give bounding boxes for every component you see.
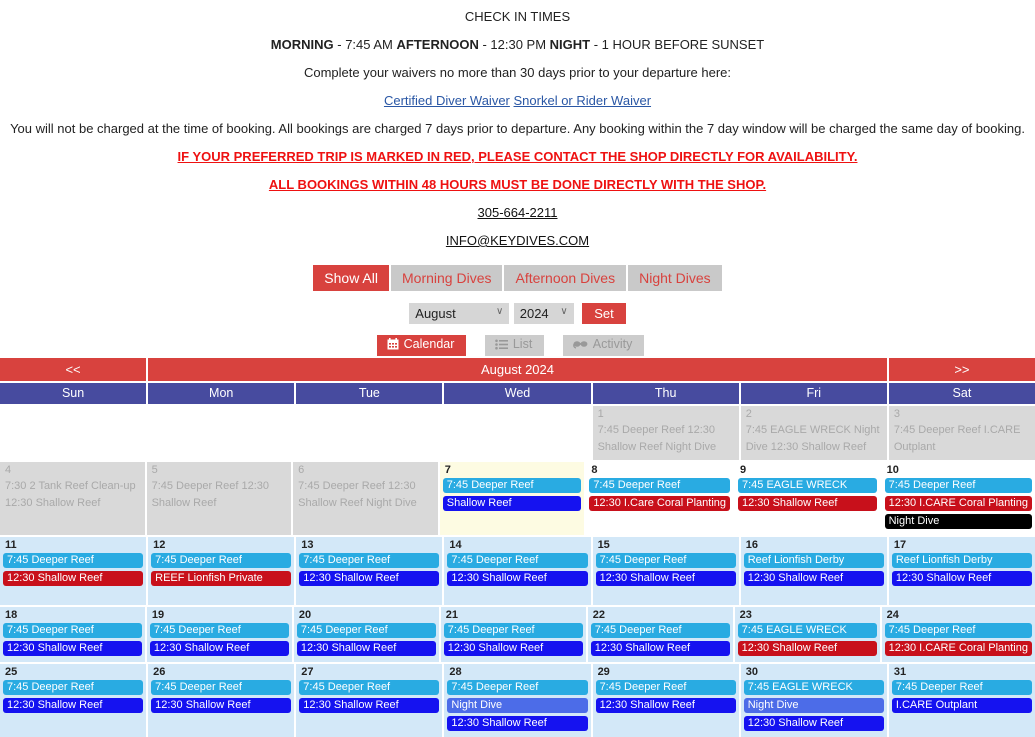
next-month-button[interactable]: >> xyxy=(889,358,1035,381)
booking-calendar xyxy=(0,358,1035,737)
calendar-day-cell-19[interactable] xyxy=(147,607,292,662)
morning-label: MORNING xyxy=(270,37,334,52)
calendar-day-cell-16[interactable] xyxy=(741,537,887,605)
calendar-day-cell-24[interactable] xyxy=(882,607,1035,662)
event-blue[interactable]: 12:30 Shallow Reef xyxy=(3,641,142,656)
tab-list[interactable] xyxy=(485,335,544,356)
event-blue[interactable]: 12:30 Shallow Reef xyxy=(447,716,587,731)
certified-diver-waiver-link[interactable]: Certified Diver Waiver xyxy=(383,93,510,108)
event-blue[interactable]: 12:30 Shallow Reef xyxy=(596,698,736,713)
view-tabs xyxy=(0,335,1035,356)
afternoon-time: - 12:30 PM xyxy=(478,37,550,52)
day-number: 3 xyxy=(893,408,900,420)
day-number: 11 xyxy=(5,539,17,551)
day-number: 1 xyxy=(597,408,604,420)
calendar-day-cell-2 xyxy=(741,406,887,460)
day-number: 4 xyxy=(5,464,12,476)
day-number: 17 xyxy=(893,539,907,551)
calendar-day-cell-13[interactable] xyxy=(296,537,442,605)
event-cyan[interactable]: 7:45 EAGLE WRECK xyxy=(738,623,877,638)
past-events-text: 7:45 Deeper Reef I.CARE Outplant xyxy=(893,424,1021,454)
day-number: 28 xyxy=(449,666,462,678)
night-label: NIGHT xyxy=(549,37,591,52)
day-header-fri: Fri xyxy=(741,383,887,404)
calendar-day-cell-7[interactable] xyxy=(440,462,585,535)
snorkel-rider-waiver-link[interactable]: Snorkel or Rider Waiver xyxy=(513,93,652,108)
calendar-week-row xyxy=(0,607,1035,662)
day-number: 6 xyxy=(298,464,305,476)
afternoon-label: AFTERNOON xyxy=(396,37,479,52)
event-cyan[interactable]: 7:45 Deeper Reef xyxy=(885,478,1032,493)
event-medblue[interactable]: Night Dive xyxy=(447,698,587,713)
event-cyan[interactable]: 7:45 Deeper Reef xyxy=(892,680,1032,695)
event-cyan[interactable]: 7:45 Deeper Reef xyxy=(591,623,730,638)
day-number: 9 xyxy=(740,464,747,476)
day-header-mon: Mon xyxy=(148,383,294,404)
day-number: 10 xyxy=(886,464,899,476)
day-number: 14 xyxy=(449,539,462,551)
event-red[interactable]: 12:30 I.CARE Coral Planting xyxy=(885,641,1032,656)
calendar-day-cell-30[interactable] xyxy=(741,664,887,737)
calendar-day-cell-17[interactable] xyxy=(889,537,1035,605)
day-of-week-header-row xyxy=(0,383,1035,404)
day-number: 15 xyxy=(597,539,610,551)
waiver-instruction: Complete your waivers no more than 30 days prior to your departure here: xyxy=(303,65,732,80)
past-events-text: 7:30 2 Tank Reef Clean-up 12:30 Shallow Reef xyxy=(5,480,136,510)
past-events-text: 7:45 Deeper Reef 12:30 Shallow Reef Night Dive xyxy=(597,424,717,454)
tab-calendar[interactable] xyxy=(377,335,467,356)
calendar-day-cell-31[interactable] xyxy=(889,664,1035,737)
dive-filter-buttons xyxy=(0,265,1035,291)
tab-calendar-label: Calendar xyxy=(403,337,455,351)
event-cyan[interactable]: 7:45 Deeper Reef xyxy=(444,623,583,638)
tab-activity[interactable] xyxy=(563,335,645,356)
year-select[interactable] xyxy=(514,303,574,324)
red-warning-availability: IF YOUR PREFERRED TRIP IS MARKED IN RED, PLEASE CONTACT THE SHOP DIRECTLY FOR AVAILABILITY. xyxy=(177,149,858,164)
night-time: - 1 HOUR BEFORE SUNSET xyxy=(590,37,765,52)
event-blue[interactable]: 12:30 Shallow Reef xyxy=(297,641,436,656)
calendar-day-cell-12[interactable] xyxy=(148,537,294,605)
calendar-week-row xyxy=(0,406,1035,460)
check-in-times-line xyxy=(0,37,1035,53)
calendar-day-cell-9[interactable] xyxy=(735,462,880,535)
day-number: 31 xyxy=(893,666,907,678)
day-number: 12 xyxy=(153,539,166,551)
phone-link[interactable]: 305-664-2211 xyxy=(477,205,558,220)
event-cyan[interactable]: 7:45 Deeper Reef xyxy=(3,553,143,568)
month-select[interactable] xyxy=(409,303,509,324)
calendar-weeks xyxy=(0,406,1035,737)
day-number: 7 xyxy=(444,464,451,476)
day-number: 30 xyxy=(745,666,758,678)
calendar-day-cell-23[interactable] xyxy=(735,607,880,662)
event-blue[interactable]: 12:30 Shallow Reef xyxy=(3,698,143,713)
day-header-sat: Sat xyxy=(889,383,1035,404)
calendar-day-cell-11[interactable] xyxy=(0,537,146,605)
calendar-day-cell-25[interactable] xyxy=(0,664,146,737)
calendar-empty-cell xyxy=(444,406,590,460)
past-events-text: 7:45 Deeper Reef 12:30 Shallow Reef Night Dive xyxy=(298,480,417,510)
filter-button-morning-dives[interactable]: Morning Dives xyxy=(391,265,502,291)
day-header-thu: Thu xyxy=(593,383,739,404)
billing-note: You will not be charged at the time of booking. All bookings are charged 7 days prior to departure. Any booking within the 7 day window will be charged the same day of booking. xyxy=(10,121,1025,136)
goggles-icon xyxy=(573,339,588,353)
day-number: 8 xyxy=(591,464,598,476)
calendar-day-cell-14[interactable] xyxy=(444,537,590,605)
day-header-sun: Sun xyxy=(0,383,146,404)
event-blue[interactable]: 12:30 Shallow Reef xyxy=(744,571,884,586)
event-red[interactable]: 12:30 Shallow Reef xyxy=(3,571,143,586)
calendar-month-title: August 2024 xyxy=(148,358,887,381)
day-number: 18 xyxy=(5,609,18,621)
calendar-day-cell-18[interactable] xyxy=(0,607,145,662)
event-medblue[interactable]: Night Dive xyxy=(744,698,884,713)
event-cyan[interactable]: 7:45 Deeper Reef xyxy=(297,623,436,638)
calendar-week-row xyxy=(0,664,1035,737)
event-blue[interactable]: 12:30 Shallow Reef xyxy=(444,641,583,656)
filter-button-night-dives[interactable]: Night Dives xyxy=(628,265,722,291)
month-picker xyxy=(0,303,1035,325)
event-cyan[interactable]: 7:45 Deeper Reef xyxy=(443,478,582,493)
event-cyan[interactable]: 7:45 Deeper Reef xyxy=(151,553,291,568)
day-number: 24 xyxy=(886,609,899,621)
calendar-day-cell-3 xyxy=(889,406,1035,460)
event-blue[interactable]: 12:30 Shallow Reef xyxy=(447,571,587,586)
event-blue[interactable]: 12:30 Shallow Reef xyxy=(596,571,736,586)
calendar-day-cell-10[interactable] xyxy=(882,462,1035,535)
calendar-day-cell-5 xyxy=(147,462,292,535)
calendar-day-cell-27[interactable] xyxy=(296,664,442,737)
event-cyan[interactable]: Reef Lionfish Derby xyxy=(892,553,1032,568)
day-number: 25 xyxy=(5,666,18,678)
day-number: 29 xyxy=(597,666,610,678)
day-header-wed: Wed xyxy=(444,383,590,404)
day-number: 26 xyxy=(153,666,166,678)
event-blue[interactable]: 12:30 Shallow Reef xyxy=(299,571,439,586)
event-cyan[interactable]: 7:45 Deeper Reef xyxy=(3,623,142,638)
year-select-value: 2024 xyxy=(519,306,549,321)
prev-month-button[interactable]: << xyxy=(0,358,146,381)
past-events-text: 7:45 Deeper Reef 12:30 Shallow Reef xyxy=(151,480,269,510)
calendar-nav-row xyxy=(0,358,1035,381)
filter-button-afternoon-dives[interactable]: Afternoon Dives xyxy=(504,265,626,291)
month-select-value: August xyxy=(415,306,456,321)
day-number: 20 xyxy=(298,609,312,621)
intro-section xyxy=(0,0,1035,249)
calendar-day-cell-6 xyxy=(293,462,438,535)
day-number: 2 xyxy=(745,408,752,420)
calendar-week-row xyxy=(0,462,1035,535)
email-line xyxy=(0,233,1035,249)
tab-list-label: List xyxy=(512,337,533,351)
day-number: 13 xyxy=(301,539,314,551)
event-cyan[interactable]: 7:45 EAGLE WRECK xyxy=(744,680,884,695)
event-blue[interactable]: I.CARE Outplant xyxy=(892,698,1032,713)
calendar-icon xyxy=(387,338,399,353)
event-black[interactable]: Night Dive xyxy=(885,514,1032,529)
calendar-day-cell-8[interactable] xyxy=(586,462,733,535)
waiver-links-line xyxy=(0,93,1035,109)
event-cyan[interactable]: 7:45 Deeper Reef xyxy=(885,623,1032,638)
event-red[interactable]: REEF Lionfish Private xyxy=(151,571,291,586)
day-number: 23 xyxy=(739,609,752,621)
calendar-day-cell-22[interactable] xyxy=(588,607,733,662)
calendar-empty-cell xyxy=(148,406,294,460)
event-cyan[interactable]: 7:45 Deeper Reef xyxy=(596,553,736,568)
event-red[interactable]: 12:30 Shallow Reef xyxy=(738,641,877,656)
event-cyan[interactable]: 7:45 Deeper Reef xyxy=(447,680,587,695)
event-blue[interactable]: 12:30 Shallow Reef xyxy=(892,571,1032,586)
calendar-day-cell-15[interactable] xyxy=(593,537,739,605)
chevron-down-icon: ∨ xyxy=(560,306,568,317)
event-cyan[interactable]: 7:45 Deeper Reef xyxy=(447,553,587,568)
calendar-empty-cell xyxy=(0,406,146,460)
event-cyan[interactable]: Reef Lionfish Derby xyxy=(744,553,884,568)
event-blue[interactable]: 12:30 Shallow Reef xyxy=(299,698,439,713)
list-icon xyxy=(495,339,508,353)
tab-activity-label: Activity xyxy=(592,337,633,351)
calendar-day-cell-28[interactable] xyxy=(444,664,590,737)
calendar-day-cell-4 xyxy=(0,462,145,535)
event-blue[interactable]: 12:30 Shallow Reef xyxy=(150,641,289,656)
email-link[interactable]: INFO@KEYDIVES.COM xyxy=(445,233,590,248)
event-blue[interactable]: 12:30 Shallow Reef xyxy=(151,698,291,713)
calendar-day-cell-26[interactable] xyxy=(148,664,294,737)
filter-button-show-all[interactable]: Show All xyxy=(313,265,389,291)
event-cyan[interactable]: 7:45 EAGLE WRECK xyxy=(738,478,877,493)
calendar-day-cell-29[interactable] xyxy=(593,664,739,737)
chevron-down-icon: ∨ xyxy=(495,306,504,317)
event-blue[interactable]: 12:30 Shallow Reef xyxy=(591,641,730,656)
calendar-day-cell-1 xyxy=(593,406,739,460)
day-number: 16 xyxy=(745,539,758,551)
event-red[interactable]: 12:30 I.Care Coral Planting xyxy=(589,496,730,511)
event-cyan[interactable]: 7:45 Deeper Reef xyxy=(299,680,439,695)
calendar-day-cell-21[interactable] xyxy=(441,607,586,662)
event-cyan[interactable]: 7:45 Deeper Reef xyxy=(3,680,143,695)
day-number: 22 xyxy=(592,609,605,621)
event-red[interactable]: 12:30 I.CARE Coral Planting xyxy=(885,496,1032,511)
event-cyan[interactable]: 7:45 Deeper Reef xyxy=(299,553,439,568)
day-number: 5 xyxy=(151,464,158,476)
calendar-week-row xyxy=(0,537,1035,605)
phone-line xyxy=(0,205,1035,221)
event-red[interactable]: 12:30 Shallow Reef xyxy=(738,496,877,511)
day-number: 27 xyxy=(301,666,314,678)
day-header-tue: Tue xyxy=(296,383,442,404)
event-cyan[interactable]: 7:45 Deeper Reef xyxy=(589,478,730,493)
set-button[interactable]: Set xyxy=(582,303,626,324)
event-blue[interactable]: Shallow Reef xyxy=(443,496,582,511)
event-blue[interactable]: 12:30 Shallow Reef xyxy=(744,716,884,731)
day-number: 21 xyxy=(445,609,459,621)
event-cyan[interactable]: 7:45 Deeper Reef xyxy=(151,680,291,695)
red-warning-48-hours: ALL BOOKINGS WITHIN 48 HOURS MUST BE DONE DIRECTLY WITH THE SHOP. xyxy=(268,177,767,192)
check-in-title: CHECK IN TIMES xyxy=(464,9,571,24)
past-events-text: 7:45 EAGLE WRECK Night Dive 12:30 Shallow Reef xyxy=(745,424,880,454)
calendar-day-cell-20[interactable] xyxy=(294,607,439,662)
day-number: 19 xyxy=(151,609,165,621)
morning-time: - 7:45 AM xyxy=(333,37,397,52)
calendar-empty-cell xyxy=(296,406,442,460)
event-cyan[interactable]: 7:45 Deeper Reef xyxy=(596,680,736,695)
event-cyan[interactable]: 7:45 Deeper Reef xyxy=(150,623,289,638)
